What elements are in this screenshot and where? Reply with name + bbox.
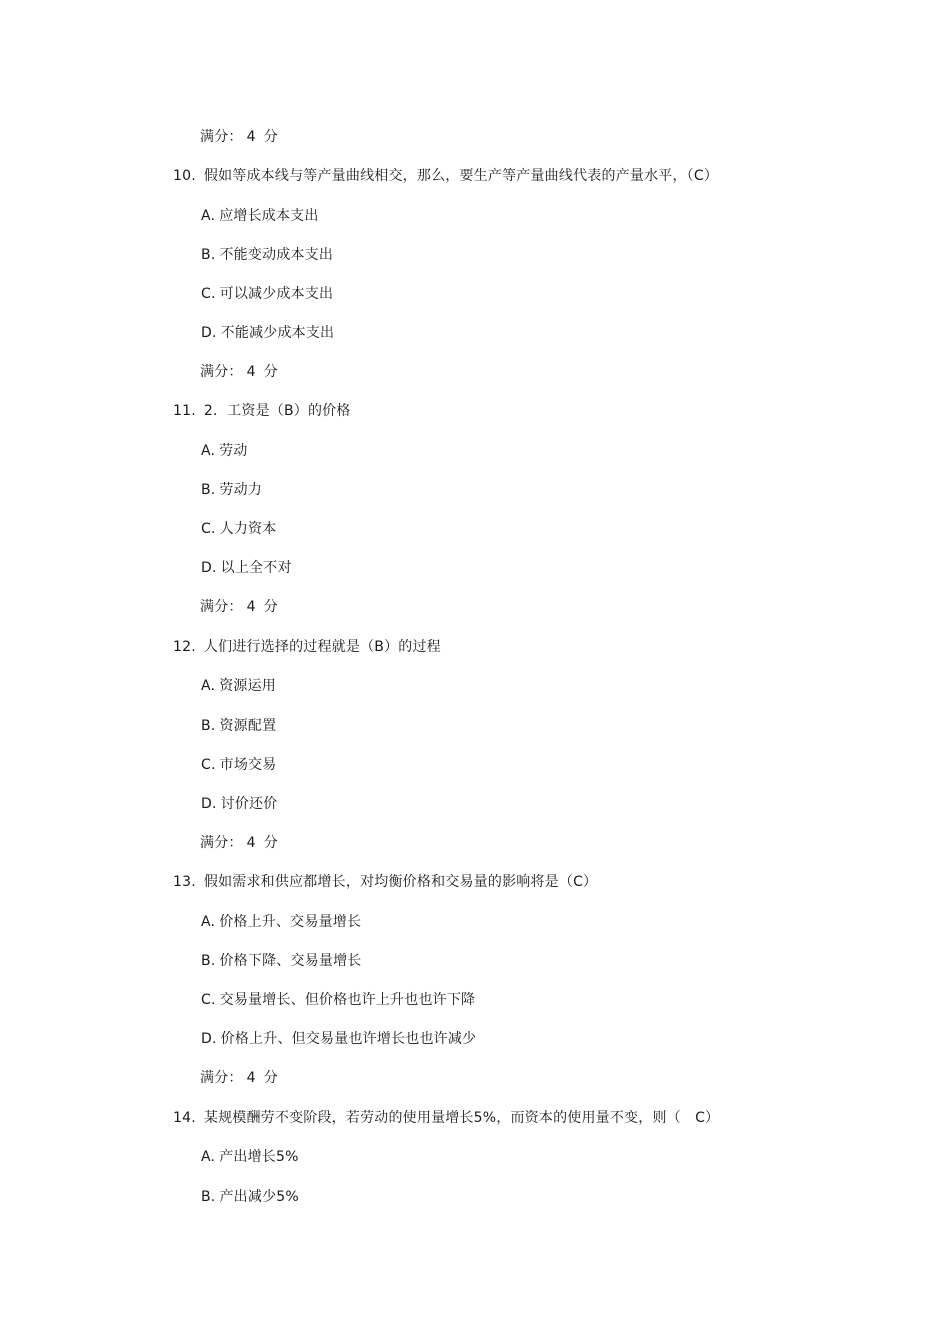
option-text: 应增长成本支出 — [219, 208, 319, 224]
option-10-b — [201, 245, 333, 265]
option-text: 价格上升、但交易量也许增长也也许减少 — [220, 1031, 477, 1047]
question-number: 12. — [173, 639, 196, 655]
option-text: 人力资本 — [219, 521, 277, 537]
score-line — [200, 1068, 278, 1088]
option-text: 产出增长5% — [219, 1149, 299, 1165]
option-text: 产出减少5% — [219, 1189, 299, 1205]
score-line — [200, 127, 278, 147]
score-unit: 分 — [263, 364, 278, 380]
option-10-a — [201, 206, 319, 226]
option-12-b — [201, 716, 276, 736]
option-key: A. — [201, 678, 216, 694]
option-key: D. — [201, 325, 217, 341]
option-14-b — [201, 1187, 299, 1207]
score-label: 满分： — [200, 364, 243, 380]
option-11-d — [201, 558, 292, 578]
option-text: 资源运用 — [219, 678, 276, 694]
option-key: B. — [201, 247, 216, 263]
option-10-c — [201, 284, 333, 304]
question-number: 10. — [173, 168, 196, 184]
option-13-c — [201, 990, 475, 1010]
score-unit: 分 — [263, 1070, 278, 1086]
option-12-d — [201, 794, 277, 814]
option-key: B. — [201, 482, 216, 498]
option-key: A. — [201, 443, 216, 459]
score-line — [200, 833, 278, 853]
score-value: 4 — [246, 835, 256, 851]
option-text: 价格下降、交易量增长 — [219, 953, 362, 969]
question-12 — [173, 637, 441, 657]
question-number: 13. — [173, 874, 196, 890]
score-label: 满分： — [200, 1070, 243, 1086]
option-11-b — [201, 480, 262, 500]
option-key: D. — [201, 1031, 217, 1047]
score-label: 满分： — [200, 835, 243, 851]
option-text: 资源配置 — [219, 718, 277, 734]
option-key: D. — [201, 796, 217, 812]
question-10 — [173, 166, 718, 186]
question-text: 人们进行选择的过程就是（B）的过程 — [203, 639, 441, 655]
question-number: 11. — [173, 403, 196, 419]
score-value: 4 — [246, 599, 256, 615]
option-13-d — [201, 1029, 476, 1049]
question-number: 14. — [173, 1110, 196, 1126]
option-text: 市场交易 — [219, 757, 277, 773]
option-11-c — [201, 519, 276, 539]
option-text: 讨价还价 — [220, 796, 278, 812]
question-text: 假如等成本线与等产量曲线相交，那么，要生产等产量曲线代表的产量水平，（C） — [203, 168, 719, 184]
option-key: A. — [201, 1149, 216, 1165]
option-14-a — [201, 1147, 299, 1167]
score-unit: 分 — [263, 599, 278, 615]
option-12-c — [201, 755, 276, 775]
question-14 — [173, 1108, 719, 1128]
question-13 — [173, 872, 597, 892]
option-11-a — [201, 441, 248, 461]
option-text: 不能减少成本支出 — [220, 325, 335, 341]
option-key: D. — [201, 560, 217, 576]
option-key: C. — [201, 757, 216, 773]
question-text: 2．工资是（B）的价格 — [203, 403, 351, 419]
option-key: B. — [201, 953, 216, 969]
option-12-a — [201, 676, 276, 696]
option-10-d — [201, 323, 334, 343]
question-11 — [173, 401, 351, 421]
question-text: 某规模酬劳不变阶段，若劳动的使用量增长5%，而资本的使用量不变，则（ C） — [203, 1110, 720, 1126]
option-text: 不能变动成本支出 — [219, 247, 334, 263]
option-key: C. — [201, 992, 216, 1008]
score-value: 4 — [246, 129, 256, 145]
option-key: A. — [201, 208, 216, 224]
score-value: 4 — [246, 364, 256, 380]
option-key: C. — [201, 286, 216, 302]
option-text: 价格上升、交易量增长 — [219, 914, 362, 930]
question-text: 假如需求和供应都增长，对均衡价格和交易量的影响将是（C） — [203, 874, 598, 890]
option-key: B. — [201, 718, 216, 734]
score-unit: 分 — [263, 835, 278, 851]
option-text: 交易量增长、但价格也许上升也也许下降 — [219, 992, 476, 1008]
score-line — [200, 362, 278, 382]
score-line — [200, 597, 278, 617]
option-text: 以上全不对 — [220, 560, 292, 576]
score-unit: 分 — [263, 129, 278, 145]
option-13-a — [201, 912, 361, 932]
option-text: 可以减少成本支出 — [219, 286, 334, 302]
score-label: 满分： — [200, 129, 243, 145]
option-text: 劳动 — [219, 443, 248, 459]
option-key: C. — [201, 521, 216, 537]
option-13-b — [201, 951, 361, 971]
option-key: A. — [201, 914, 216, 930]
score-value: 4 — [246, 1070, 256, 1086]
option-text: 劳动力 — [219, 482, 263, 498]
score-label: 满分： — [200, 599, 243, 615]
option-key: B. — [201, 1189, 216, 1205]
